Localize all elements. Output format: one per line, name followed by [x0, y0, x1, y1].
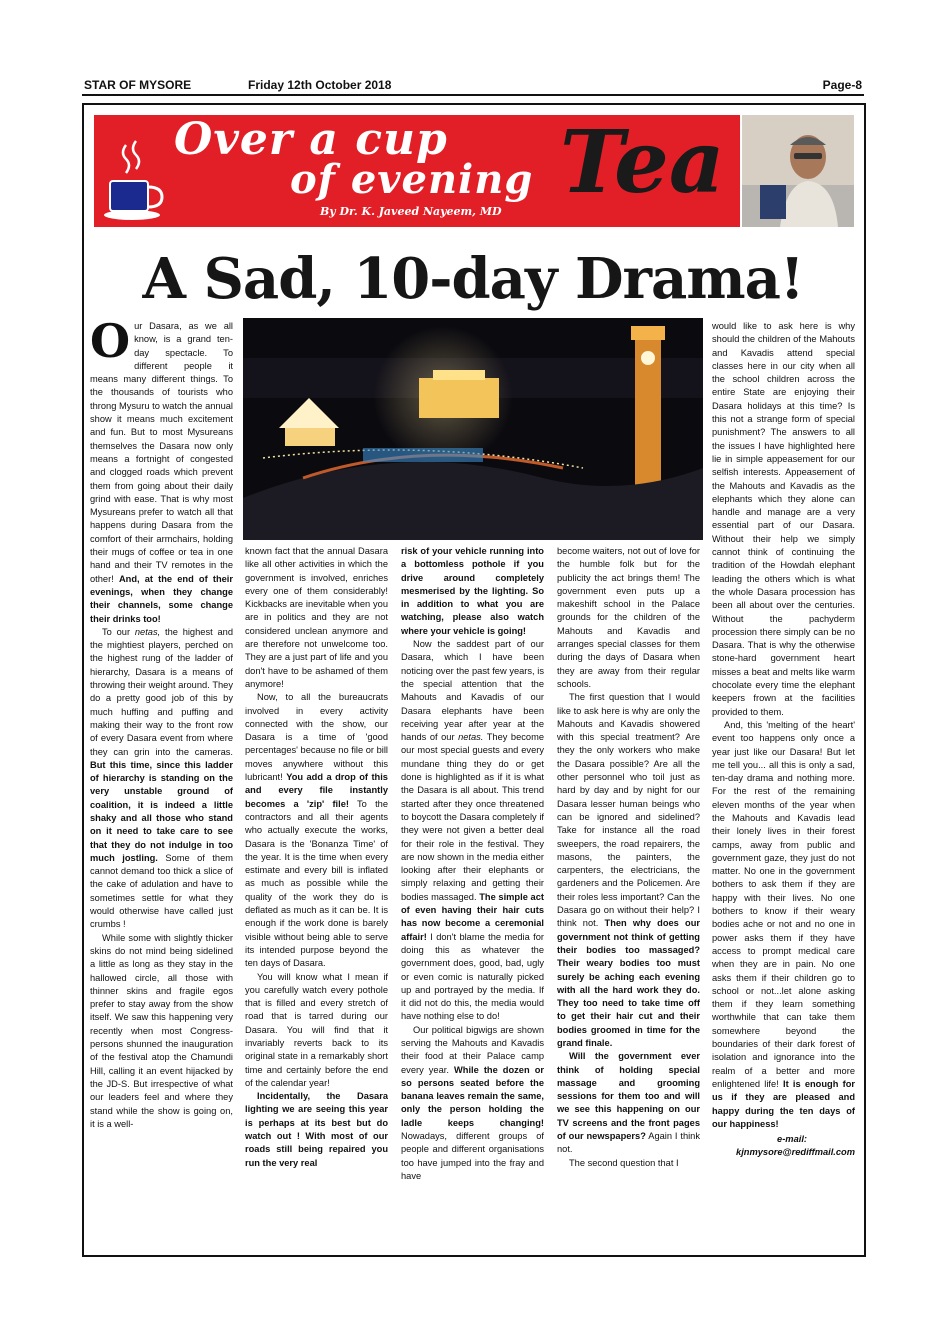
article-column-3 — [401, 545, 544, 1250]
drop-cap: O — [90, 320, 131, 368]
paragraph: Incidentally, the Dasara lighting we are seeing this year is perhaps at its best but do watch out ! With most of our roads still being repaired you run the very real — [245, 1091, 388, 1168]
paragraph: Our Dasara, as we all know, is a grand ten-day spectacle. To different people it means many different things. To the thousands of tourists who throng Mysuru to watch the annual show it means much excitement and fun. But to most Mysureans themselves the Dasara now only means a fortnight of congested and clogged roads which prevent them from going about their daily grind with ease. That is why most Mysureans prefer to watch all that happens during Dasara from the comfort of their armchairs, holding their mugs of coffee or tea in one hand and their TV remotes in the other! And, at the end of their evenings, when they change their channels, some change their drinks too! — [90, 320, 233, 624]
page-header — [82, 76, 864, 94]
banner-tea-word: Tea — [560, 112, 725, 213]
paragraph: You will know what I mean if you carefully watch every pothole that is filled and every stretch of road that is tarred during our Dasara. You will find that it invariably reverts back to its original state in a remarkably short time and certainly before the end of the calendar year! — [245, 971, 388, 1088]
paragraph: While some with slightly thicker skins do not mind being sidelined a little as long as they stay in the hallowed circle, all those with thinner skins and fragile egos prefer to stay away from the show itself. We saw this happening very recently when most Congress-persons shunned the inauguration of the festival atop the Chamundi Hill, calling it an event hijacked by the JD-S. But irrespective of what our leaders feel and where they stand while the show is going on, it is a well- — [90, 932, 233, 1129]
paragraph: Will the government ever think of holding special massage and grooming sessions for them too and will we see this happening on our TV screens and the front pages of our newspapers? Again I think not. — [557, 1051, 700, 1155]
paragraph: Our political bigwigs are shown serving the Mahouts and Kavadis their food at their Palace camp every year. While the dozen or so persons seated before the banana leaves remain the same, only the person holding the ladle keeps changing! Nowadays, different groups of people and different organisations too have jumped into the fray and have — [401, 1024, 544, 1181]
paragraph: Now, to all the bureaucrats involved in every activity connected with the show, our Dasara is a time of 'good percentages' because no file or bill moves anywhere without this lubricant! You add a drop of this and every file instantly becomes a 'zip' file! To the contractors and all their agents who actually execute the works, Dasara is the 'Bonanza Time' of the year. It is the time when every estimate and every bill is inflated as much as possible while the quality of the work they do is deflated as much as it can be. It is enough if the work done is barely visible without being able to serve its intended purpose beyond the ten days of Dasara. — [245, 692, 388, 969]
article-column-5 — [712, 320, 855, 1250]
column-banner — [94, 112, 740, 227]
teacup-icon — [104, 135, 174, 225]
banner-line-1: Over a cup — [174, 114, 448, 165]
article-headline: A Sad, 10-day Drama! — [142, 246, 804, 312]
banner-line-2: of evening — [290, 156, 534, 203]
paragraph: Now the saddest part of our Dasara, which I have been noticing over the past few years, is the special attention that the Mahouts and Kavadis of our Dasara elephants have been receiving year after year at the hands of our netas. They become our most special guests and every mundane thing they do or get done is highlighted as if it is what the Dasara is all about. This trend started after they once threatened to boycott the Dasara completely if they were not given a better deal for their role in the festival. They are now shown in the media either looking after their elephants or simply relaxing and getting their bodies massaged. The simple act of even having their hair cuts has now become a ceremonial affair! I don't blame the media for doing this as whatever the government does, good, bad, ugly or even comic is naturally picked up and portrayed by the media. If it did not do this, the media would have nothing else to do! — [401, 639, 544, 1022]
main-photo — [243, 318, 703, 540]
paragraph: The second question that I — [569, 1157, 679, 1168]
article-column-2 — [245, 545, 388, 1250]
author-photo — [742, 115, 854, 227]
author-byline: By Dr. K. Javeed Nayeem, MD — [320, 205, 502, 218]
article-column-1 — [90, 320, 233, 1248]
header-rule — [82, 94, 864, 96]
page-number: Page-8 — [822, 78, 862, 92]
paragraph: To our netas, the highest and the mightiest players, perched on the highest rung of the ladder of hierarchy, Dasara is a means of throwing their weight around. They do a pretty good job of this by much huffing and puffing and making their way to the front row of every Dasara event from where they can grin into the cameras. But this time, since this ladder of hierarchy is standing on the very unstable ground of coalition, it is indeed a little shaky and all those who stand on it need to take care to see that they do not indulge in too much jostling. Some of them cannot demand too thick a slice of the cake of adulation and have to sometimes settle for what they would otherwise have called just crumbs ! — [90, 626, 233, 930]
author-email[interactable]: kjnmysore@rediffmail.com — [736, 1147, 855, 1158]
paragraph: And, this 'melting of the heart' event too happens only once a year just like our Dasara! But let me tell you... all this is only a sad, ten-day drama and nothing more. For the rest of the remaining eleven months of the year when the Mahouts and Kavadis lead their lonely lives in their forest camps, away from public and government gaze, they just do not matter. No one in the government bothers to ask them if they are happy with their lives. No one bothers to know if their weary bodies ache or not and no one in power asks them if they have access to prompt medical care when they are in pain. No one asks them if their children go to school or not...let alone asking them if they learn something worthwhile that can take them somewhere beyond the boundaries of their dark forest of isolation and ignorance into the realm of a better and more enlightened life! It is enough for us if they are pleased and happy during the ten days of our happiness! — [712, 719, 855, 1129]
article-column-4 — [557, 545, 700, 1250]
paragraph: risk of your vehicle running into a bottomless pothole if you drive around completely mesmerised by the lighting. So in addition to what you are watching, please also watch where your vehicle is going! — [401, 546, 544, 636]
paragraph: become waiters, not out of love for the humble folk but for the publicity the act brings them! The government even puts up a makeshift school in the Palace grounds for the children of the Mahouts and Kavadis and arranges special classes for them during the days of Dasara when they are away from their regular schools. — [557, 546, 700, 689]
paragraph: known fact that the annual Dasara like all other activities in which the government is involved, enriches every one of them considerably! Kickbacks are inevitable when you are in politics and they are not considered unclean anymore and are therefore not unwelcome too. They are a just part of life and you don't have to be ashamed of them anymore! — [245, 546, 388, 689]
publication-name: STAR OF MYSORE — [84, 78, 192, 92]
email-label: e-mail: — [777, 1134, 807, 1145]
paragraph: The first question that I would like to ask here is why are only the Mahouts and Kavadis showered with this special treatment? Are they the only workers who make the Dasara possible? Are all the other personnel who toil just as hard by day and by night for our Dasara lesser human beings who can be ignored and sidelined? Take for instance all the road sweepers, the road repairers, the masons, the painters, the carpenters, the electricians, the gardeners and the Policemen. Are their roles less important? Can the Dasara go on without their help? I think not. Then why does our government not think of getting their bodies too massaged? Their weary bodies too must surely be aching each evening with all the hard work they do. They too need to take time off to get their hair cut and their bodies groomed in time for the grand finale. — [557, 692, 700, 1048]
issue-date: Friday 12th October 2018 — [248, 78, 392, 92]
paragraph: would like to ask here is why should the children of the Mahouts and Kavadis attend special classes here in our city when all the school children across the entire State are enjoying their Dasara holidays at this time? Is this not a strange form of special punishment? The answers to all the issues I have highlighted here lie in simple appeasement for our selfish interests. Appeasement of the Mahouts and Kavadis as the elephants which they alone can handle and manage are a very essential part of our Dasara. Without their help we simply cannot think of continuing the tradition of the Howdah elephant leading the others which is what the whole Dasara procession has been all about over the centuries. Without the pachyderm procession there simply can be no Dasara. That is why the otherwise stone-hard government heart misses a beat and melts like warm chocolate every time the elephant keepers frown at the facilities provided to them. — [712, 321, 855, 717]
